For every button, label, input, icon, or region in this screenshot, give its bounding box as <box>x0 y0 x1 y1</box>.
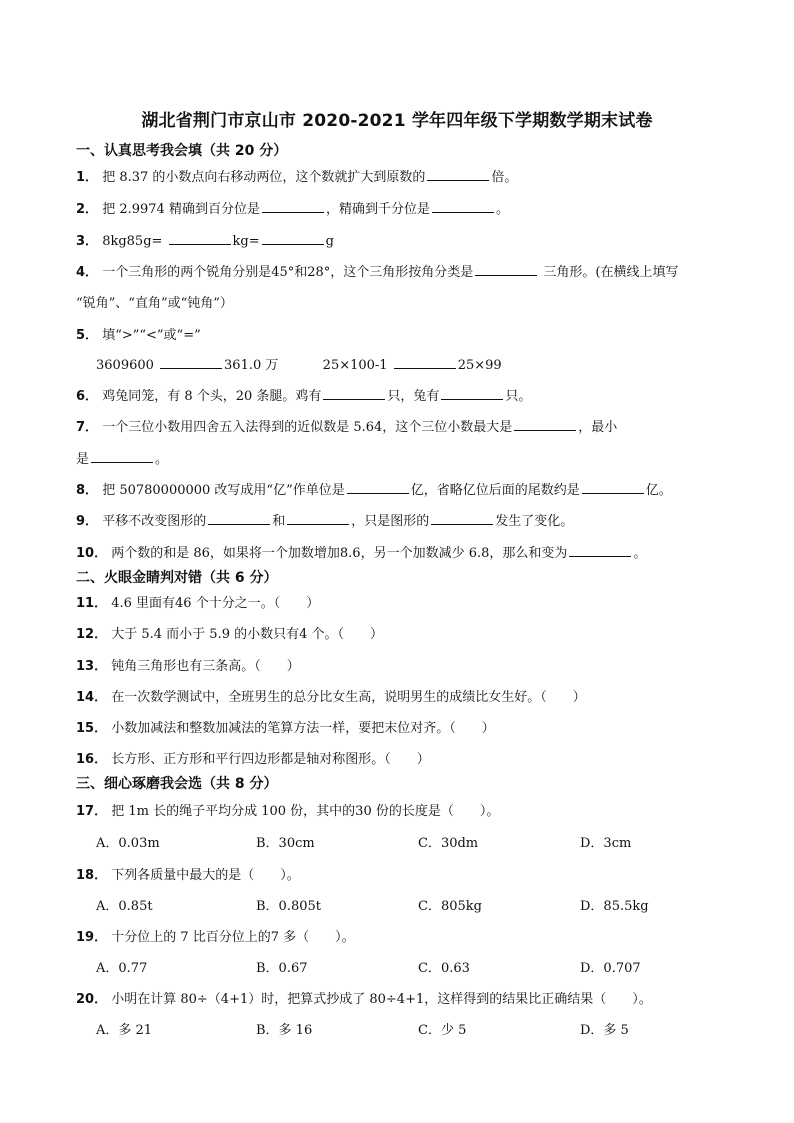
comparison-right: 25×99 <box>457 358 502 373</box>
question-text: 4.6 里面有46 个十分之一。（ ） <box>111 596 320 611</box>
choice-a[interactable]: A．0.03m <box>96 836 160 851</box>
question-2 <box>76 198 509 217</box>
answer-blank[interactable] <box>394 356 456 369</box>
question-number: 3． <box>76 234 99 249</box>
answer-blank[interactable] <box>427 168 489 181</box>
question-number: 16． <box>76 752 108 767</box>
exam-title: 湖北省荆门市京山市 2020-2021 学年四年级下学期数学期末试卷 <box>141 111 653 131</box>
section-3-heading: 三、细心琢磨我会选（共 8 分） <box>76 776 278 792</box>
question-text: ，最小 <box>578 420 618 435</box>
question-text: 。 <box>633 546 647 561</box>
question-text: 亿，省略亿位后面的尾数约是 <box>410 483 580 498</box>
answer-blank[interactable] <box>160 356 222 369</box>
question-4 <box>76 261 679 280</box>
choice-d[interactable]: D．0.707 <box>580 961 641 976</box>
question-number: 17． <box>76 804 108 819</box>
question-number: 18． <box>76 868 108 883</box>
question-17 <box>76 800 499 819</box>
choice-b[interactable]: B．30cm <box>256 836 315 851</box>
question-15 <box>76 717 495 736</box>
question-19 <box>76 926 355 945</box>
question-13 <box>76 655 300 674</box>
question-text: 只，兔有 <box>387 389 440 404</box>
question-number: 15． <box>76 721 108 736</box>
question-text: 钝角三角形也有三条高。（ ） <box>111 659 300 674</box>
question-6 <box>76 385 531 404</box>
choice-c[interactable]: C．少 5 <box>418 1023 467 1038</box>
question-10 <box>76 542 646 561</box>
choice-b[interactable]: B．0.805t <box>256 899 321 914</box>
answer-blank[interactable] <box>432 200 494 213</box>
comparison-left: 3609600 <box>96 358 159 373</box>
choice-a[interactable]: A．0.77 <box>96 961 148 976</box>
question-text: ，精确到千分位是 <box>325 202 430 217</box>
answer-blank[interactable] <box>347 481 409 494</box>
choice-c[interactable]: C．30dm <box>418 836 479 851</box>
answer-blank[interactable] <box>514 418 576 431</box>
question-number: 11． <box>76 596 108 611</box>
question-text: 和 <box>272 514 286 529</box>
choice-d[interactable]: D．3cm <box>580 836 632 851</box>
question-text: 两个数的和是 86，如果将一个加数增加8.6，另一个加数减少 6.8，那么和变为 <box>111 546 568 561</box>
answer-blank[interactable] <box>323 387 385 400</box>
question-16 <box>76 748 430 767</box>
question-number: 19． <box>76 930 108 945</box>
question-text: kg= <box>232 234 260 249</box>
question-text: 下列各质量中最大的是（ ）。 <box>111 868 300 883</box>
choice-a[interactable]: A．多 21 <box>96 1023 153 1038</box>
choice-a[interactable]: A．0.85t <box>96 899 153 914</box>
question-text: 。 <box>495 202 509 217</box>
question-number: 20． <box>76 992 108 1007</box>
question-7 <box>76 416 617 435</box>
question-14 <box>76 686 586 705</box>
question-8 <box>76 479 672 498</box>
choice-b[interactable]: B．0.67 <box>256 961 308 976</box>
question-text: 只。 <box>505 389 532 404</box>
question-11 <box>76 592 319 611</box>
question-4-continued: “锐角”、“直角”或“钝角”） <box>76 296 233 311</box>
question-text: 8kg85g= <box>102 234 167 249</box>
choice-c[interactable]: C．805kg <box>418 899 482 914</box>
question-5-items <box>96 354 502 373</box>
comparison-left: 25×100-1 <box>322 358 392 373</box>
question-text: 是 <box>76 452 90 467</box>
question-number: 9． <box>76 514 99 529</box>
question-number: 10． <box>76 546 108 561</box>
question-9 <box>76 510 573 529</box>
question-number: 1． <box>76 170 99 185</box>
choice-d[interactable]: D．多 5 <box>580 1023 629 1038</box>
question-5 <box>76 324 201 343</box>
question-20 <box>76 988 652 1007</box>
question-number: 12． <box>76 627 108 642</box>
question-text: 一个三位小数用四舍五入法得到的近似数是 5.64，这个三位小数最大是 <box>102 420 513 435</box>
answer-blank[interactable] <box>475 263 537 276</box>
question-number: 14． <box>76 690 108 705</box>
choice-b[interactable]: B．多 16 <box>256 1023 313 1038</box>
question-number: 2． <box>76 202 99 217</box>
question-text: 发生了变化。 <box>495 514 574 529</box>
choice-d[interactable]: D．85.5kg <box>580 899 649 914</box>
question-text: 把 1m 长的绳子平均分成 100 份，其中的30 份的长度是（ ）。 <box>111 804 500 819</box>
question-text: 平移不改变图形的 <box>102 514 207 529</box>
question-text: g <box>325 234 334 249</box>
answer-blank[interactable] <box>169 232 231 245</box>
section-1-heading: 一、认真思考我会填（共 20 分） <box>76 143 288 159</box>
question-text: 小数加减法和整数加减法的笔算方法一样，要把末位对齐。（ ） <box>111 721 495 736</box>
question-number: 13． <box>76 659 108 674</box>
question-text: 大于 5.4 而小于 5.9 的小数只有4 个。（ ） <box>111 627 384 642</box>
answer-blank[interactable] <box>441 387 503 400</box>
answer-blank[interactable] <box>582 481 644 494</box>
question-number: 6． <box>76 389 99 404</box>
question-text: 把 8.37 的小数点向右移动两位，这个数就扩大到原数的 <box>102 170 426 185</box>
question-number: 8． <box>76 483 99 498</box>
answer-blank[interactable] <box>569 544 631 557</box>
question-text: 把 2.9974 精确到百分位是 <box>102 202 260 217</box>
question-text: 长方形、正方形和平行四边形都是轴对称图形。（ ） <box>111 752 430 767</box>
answer-blank[interactable] <box>431 512 493 525</box>
question-3 <box>76 230 334 249</box>
question-text: 十分位上的 7 比百分位上的7 多（ ）。 <box>111 930 355 945</box>
question-text: 把 50780000000 改写成用“亿”作单位是 <box>102 483 345 498</box>
choice-c[interactable]: C．0.63 <box>418 961 470 976</box>
question-text: 倍。 <box>491 170 518 185</box>
question-12 <box>76 623 383 642</box>
answer-blank[interactable] <box>262 232 324 245</box>
question-text: ，只是图形的 <box>351 514 430 529</box>
answer-blank[interactable] <box>208 512 270 525</box>
question-1 <box>76 166 517 185</box>
question-7-continued <box>76 448 168 467</box>
question-text: 鸡兔同笼，有 8 个头，20 条腿。鸡有 <box>102 389 322 404</box>
section-2-heading: 二、火眼金睛判对错（共 6 分） <box>76 570 278 586</box>
question-text: 。 <box>155 452 169 467</box>
comparison-right: 361.0 万 <box>224 358 279 373</box>
answer-blank[interactable] <box>91 450 153 463</box>
question-text: 亿。 <box>645 483 672 498</box>
question-number: 7． <box>76 420 99 435</box>
question-number: 4． <box>76 265 99 280</box>
question-text: 三角形。(在横线上填写 <box>539 265 679 280</box>
question-text: 填“>”“<”或“=” <box>102 328 201 343</box>
answer-blank[interactable] <box>262 200 324 213</box>
question-18 <box>76 864 300 883</box>
answer-blank[interactable] <box>287 512 349 525</box>
question-text: 一个三角形的两个锐角分别是45°和28°，这个三角形按角分类是 <box>102 265 474 280</box>
question-number: 5． <box>76 328 99 343</box>
question-text: 小明在计算 80÷（4+1）时，把算式抄成了 80÷4+1，这样得到的结果比正确结果（ ）。 <box>111 992 652 1007</box>
question-text: 在一次数学测试中，全班男生的总分比女生高，说明男生的成绩比女生好。（ ） <box>111 690 586 705</box>
